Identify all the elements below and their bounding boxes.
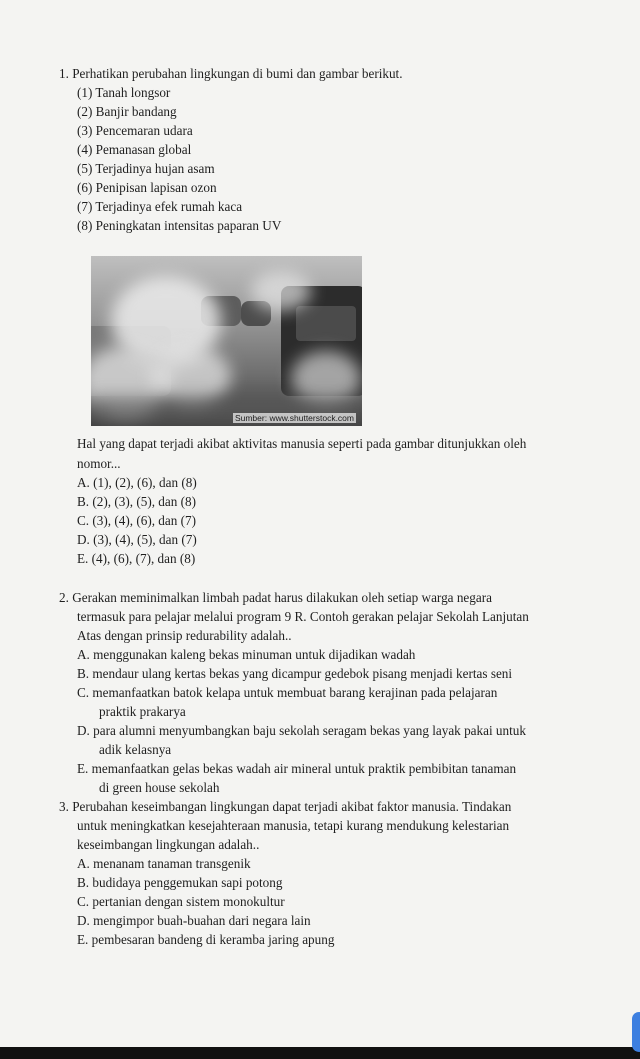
q1-item: (4) Pemanasan global: [77, 142, 192, 157]
q3-option-d: D. mengimpor buah-buahan dari negara lain: [77, 913, 311, 928]
q1-option-b: B. (2), (3), (5), dan (8): [77, 494, 197, 509]
traffic-pollution-photo: [91, 256, 362, 426]
q1-option-a: A. (1), (2), (6), dan (8): [77, 475, 197, 490]
q1-question-cont: nomor...: [77, 456, 121, 471]
q1-item: (3) Pencemaran udara: [77, 123, 193, 138]
q1-stem: 1. Perhatikan perubahan lingkungan di bumi dan gambar berikut.: [59, 66, 403, 81]
q2-stem-cont: termasuk para pelajar melalui program 9 R. Contoh gerakan pelajar Sekolah Lanjutan: [77, 609, 529, 624]
q2-option-d-cont: adik kelasnya: [99, 742, 172, 757]
q1-item: (8) Peningkatan intensitas paparan UV: [77, 218, 282, 233]
q2-option-c-cont: praktik prakarya: [99, 704, 186, 719]
q1-option-e: E. (4), (6), (7), dan (8): [77, 551, 196, 566]
q2-option-e-cont: di green house sekolah: [99, 780, 220, 795]
q3-stem-cont: untuk meningkatkan kesejahteraan manusia, tetapi kurang mendukung kelestarian: [77, 818, 510, 833]
q3-option-a: A. menanam tanaman transgenik: [77, 856, 251, 871]
q3-stem: 3. Perubahan keseimbangan lingkungan dapat terjadi akibat faktor manusia. Tindakan: [59, 799, 512, 814]
q2-option-d: D. para alumni menyumbangkan baju sekolah seragam bekas yang layak pakai untuk: [77, 723, 526, 738]
q2-stem-cont: Atas dengan prinsip redurability adalah..: [77, 628, 292, 643]
q2-option-c: C. memanfaatkan batok kelapa untuk membuat barang kerajinan pada pelajaran: [77, 685, 498, 700]
q2-option-e: E. memanfaatkan gelas bekas wadah air mineral untuk praktik pembibitan tanaman: [77, 761, 517, 776]
q3-option-e: E. pembesaran bandeng di keramba jaring apung: [77, 932, 335, 947]
q3-option-b: B. budidaya penggemukan sapi potong: [77, 875, 283, 890]
q2-stem: 2. Gerakan meminimalkan limbah padat harus dilakukan oleh setiap warga negara: [59, 590, 492, 605]
q1-item: (5) Terjadinya hujan asam: [77, 161, 215, 176]
image-credit: Sumber: www.shutterstock.com: [234, 413, 354, 423]
q2-option-b: B. mendaur ulang kertas bekas yang dicampur gedebok pisang menjadi kertas seni: [77, 666, 513, 681]
q1-item: (6) Penipisan lapisan ozon: [77, 180, 217, 195]
q2-option-a: A. menggunakan kaleng bekas minuman untuk dijadikan wadah: [77, 647, 416, 662]
q1-item: (2) Banjir bandang: [77, 104, 177, 119]
q1-item: (1) Tanah longsor: [77, 85, 171, 100]
q3-option-c: C. pertanian dengan sistem monokultur: [77, 894, 285, 909]
q3-stem-cont: keseimbangan lingkungan adalah..: [77, 837, 260, 852]
bottom-bar: [0, 1047, 640, 1059]
q1-item: (7) Terjadinya efek rumah kaca: [77, 199, 243, 214]
q1-option-c: C. (3), (4), (6), dan (7): [77, 513, 197, 528]
scroll-handle[interactable]: [632, 1012, 640, 1052]
q1-option-d: D. (3), (4), (5), dan (7): [77, 532, 197, 547]
q1-question: Hal yang dapat terjadi akibat aktivitas manusia seperti pada gambar ditunjukkan oleh: [77, 436, 527, 451]
